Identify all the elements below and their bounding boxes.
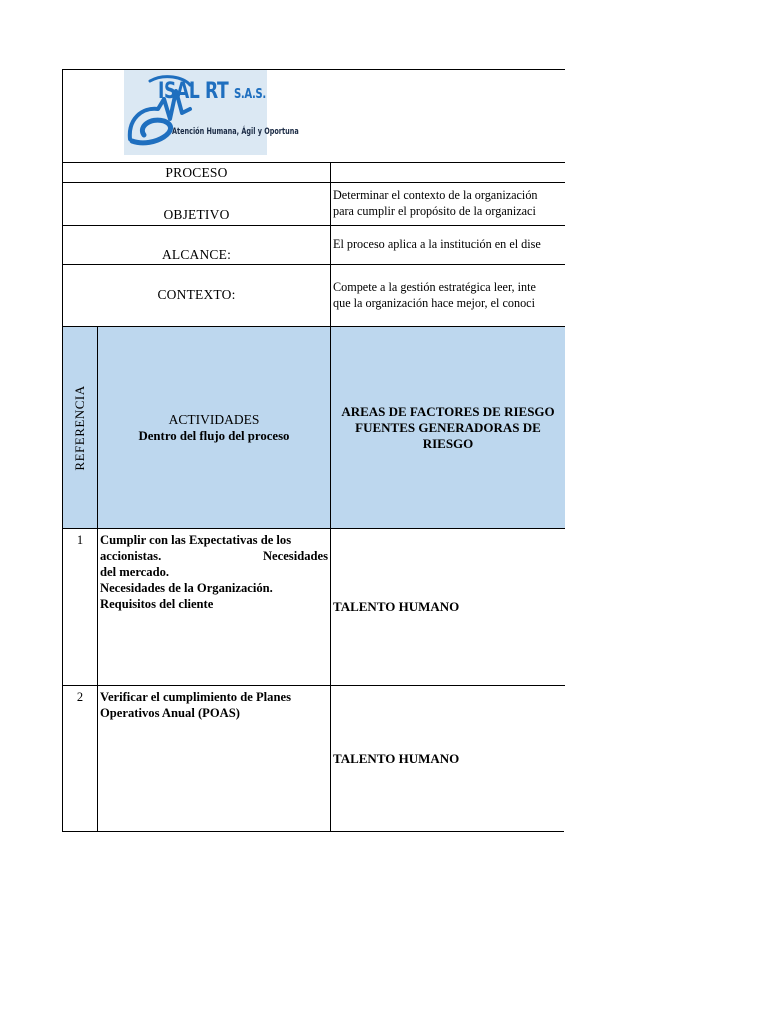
logo-row xyxy=(62,69,564,162)
area-cell xyxy=(330,528,565,685)
alcance-label: ALCANCE: xyxy=(161,247,232,262)
activity-text: Verificar el cumplimiento de Planes Operativos Anual (POAS) xyxy=(100,690,291,720)
contexto-value: Compete a la gestión estratégica leer, inte que la organización hace mejor, el conoci xyxy=(333,280,536,310)
table-header-row xyxy=(62,326,564,528)
alcance-value: El proceso aplica a la institución en el dise xyxy=(333,237,541,251)
table-bottom-border xyxy=(62,831,564,832)
objetivo-label: OBJETIVO xyxy=(163,207,230,222)
table-row xyxy=(62,685,564,831)
areas-header: AREAS DE FACTORES DE RIESGO FUENTES GENERADORAS DE RIESGO xyxy=(341,403,555,451)
table-row xyxy=(62,528,564,685)
proceso-value-cell xyxy=(330,162,565,182)
contexto-value-cell xyxy=(330,264,565,326)
ref-number: 2 xyxy=(76,690,84,704)
actividades-header: ACTIVIDADES Dentro del flujo del proceso xyxy=(138,411,290,443)
referencia-header-cell xyxy=(62,326,97,528)
logo-title: ISAL RT S.A.S. xyxy=(158,79,266,104)
proceso-row xyxy=(62,162,564,182)
alcance-value-cell xyxy=(330,225,565,264)
objetivo-row xyxy=(62,182,564,225)
area-text: TALENTO HUMANO xyxy=(333,750,460,766)
activity-text: Cumplir con las Expectativas de los accionistas. Necesidades del mercado. Necesidades de la Organización. Requisitos del cliente xyxy=(100,533,328,611)
proceso-value xyxy=(331,163,565,167)
ref-cell xyxy=(62,528,97,685)
logo-cell xyxy=(62,69,565,162)
objetivo-value: Determinar el contexto de la organización para cumplir el propósito de la organizaci xyxy=(333,188,538,218)
contexto-label: CONTEXTO: xyxy=(157,287,236,302)
alcance-label-cell xyxy=(62,225,330,264)
objetivo-value-cell xyxy=(330,182,565,225)
activity-cell xyxy=(97,685,330,831)
actividades-header-cell xyxy=(97,326,330,528)
referencia-header: REFERENCIA xyxy=(72,384,87,471)
ref-cell xyxy=(62,685,97,831)
activity-cell xyxy=(97,528,330,685)
area-cell xyxy=(330,685,565,831)
objetivo-label-cell xyxy=(62,182,330,225)
proceso-label-cell xyxy=(62,162,330,182)
area-text: TALENTO HUMANO xyxy=(333,599,460,614)
areas-header-cell xyxy=(330,326,565,528)
alcance-row xyxy=(62,225,564,264)
ref-number: 1 xyxy=(76,533,84,547)
contexto-label-cell xyxy=(62,264,330,326)
proceso-label: PROCESO xyxy=(165,165,228,180)
logo-tagline: Atención Humana, Ágil y Oportuna xyxy=(172,127,299,137)
contexto-row xyxy=(62,264,564,326)
